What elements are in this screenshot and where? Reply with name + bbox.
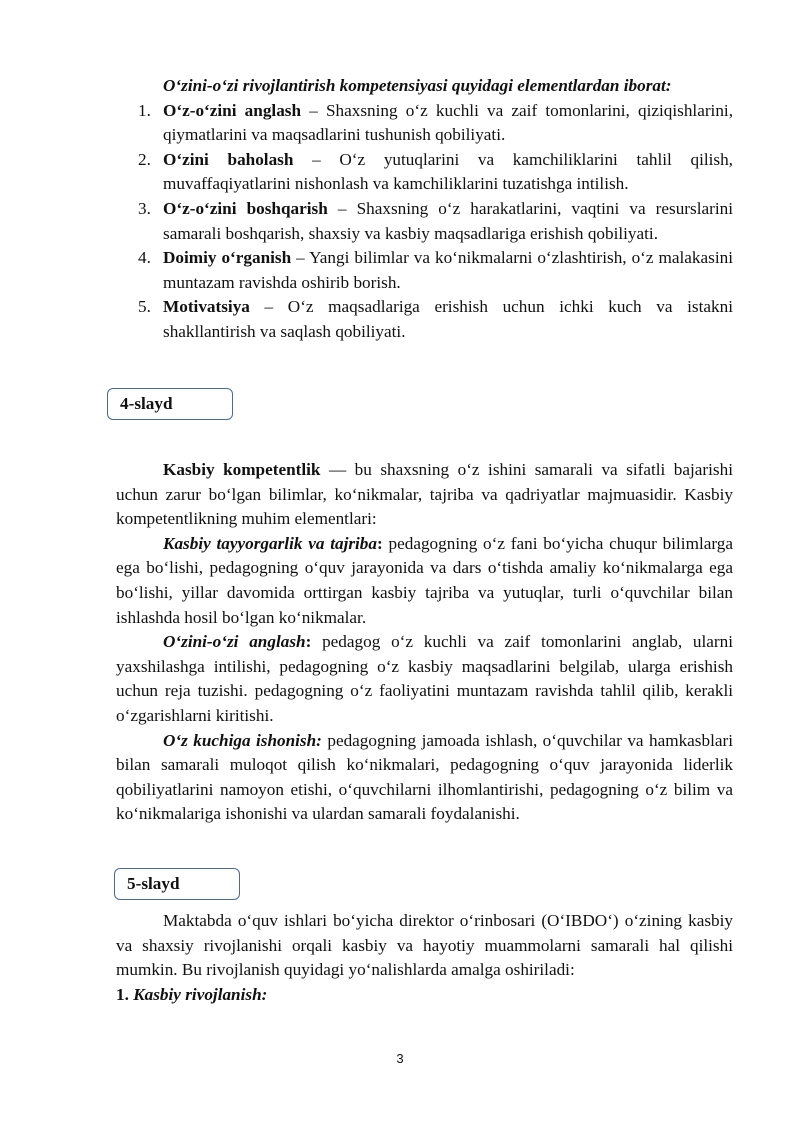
slide5-paragraph: Maktabda o‘quv ishlari bo‘yicha direktor o‘rinbosari (O‘IBDO‘) o‘zining kasbiy va shaxsiy rivojlanishi orqali kasbiy va hayotiy muammolarni samarali hal qilishi mumkin. Bu rivojlanish quyidagi yo‘nalishlarda amalga oshiriladi: (116, 911, 733, 980)
list-item (116, 99, 733, 148)
list-item (116, 197, 733, 246)
competence-term: Kasbiy tayyorgarlik va tajriba (163, 533, 377, 553)
list-term: Doimiy o‘rganish (163, 248, 292, 268)
list-number: 1. (138, 100, 151, 120)
competence-text: pedagogning o‘z fani bo‘yicha chuqur bilimlarga ega bo‘lishi, pedagogning o‘quv jarayonida va dars o‘tishda amaliy ko‘nikmalarga ega bo‘lishi, yillar davomida orttirgan kasbiy tajriba va yutuqlar, turli o‘quvchilar bilan ishlashda hosil bo‘lgan ko‘nikmalar. (116, 533, 733, 627)
list-term: O‘zini baholash (163, 149, 294, 169)
list-number: 2. (138, 149, 151, 169)
slide4-content (116, 458, 733, 827)
slide5-content (116, 909, 733, 1007)
list-item (116, 295, 733, 344)
competence-paragraph (116, 729, 733, 827)
competence-paragraph: Kasbiy tayyorgarlik va tajriba: pedagogning o‘z fani bo‘yicha chuqur bilimlarga ega bo‘lishi, pedagogning o‘quv jarayonida va dars o‘tishda amaliy ko‘nikmalarga ega bo‘lishi, yillar davomida orttirgan kasbiy tajriba va yutuqlar, turli o‘quvchilar bilan ishlashda hosil bo‘lgan ko‘nikmalar. (116, 533, 733, 627)
list-number: 5. (138, 297, 151, 317)
subsection-title: Kasbiy rivojlanish: (133, 984, 268, 1004)
slide-label-4: 4-slayd (107, 388, 233, 420)
competence-term: O‘z kuchiga ishonish: (163, 730, 322, 750)
list-number: 4. (138, 248, 151, 268)
intro-term: Kasbiy kompetentlik (163, 460, 321, 479)
page-number: 3 (396, 1051, 404, 1066)
intro-paragraph (116, 458, 733, 532)
list-term: O‘z-o‘zini boshqarish (163, 198, 328, 218)
list-description: – Shaxsning o‘z harakatlarini, vaqtini va resurslarini samarali boshqarish, shaxsiy va kasbiy maqsadlariga erishish qobiliyati. (163, 198, 733, 243)
competence-text: pedagog o‘z kuchli va zaif tomonlarini anglab, ularni yaxshilashga intilishi, pedagogning o‘z kasbiy maqsadlarini belgilab, ularga erishish uchun reja tuzishi. pedagogning o‘z faoliyatini muntazam ravishda tahlil qilib, kerakli o‘zgarishlarni kiritishi. (116, 632, 733, 725)
slide-label-5: 5-slayd (114, 868, 240, 900)
competence-term: O‘zini-o‘zi anglash (163, 632, 306, 652)
list-term: Motivatsiya (163, 297, 250, 317)
list-number: 3. (138, 198, 151, 218)
list-description: – Shaxsning o‘z kuchli va zaif tomonlarini, qiziqishlarini, qiymatlarini va maqsadlarini tushunish qobiliyati. (163, 100, 733, 145)
list-description: – O‘z maqsadlariga erishish uchun ichki kuch va istakni shakllantirish va saqlash qobiliyati. (163, 297, 733, 341)
competence-paragraph: O‘zini-o‘zi anglash: pedagog o‘z kuchli va zaif tomonlarini anglab, ularni yaxshilashga intilishi, pedagogning o‘z kasbiy maqsadlarini belgilab, ularga erishish uchun reja tuzishi. pedagogning o‘z faoliyatini muntazam ravishda tahlil qilib, kerakli o‘zgarishlarni kiritishi. (116, 632, 733, 725)
elements-list (116, 99, 733, 345)
list-description: – O‘z yutuqlarini va kamchiliklarini tahlil qilish, muvaffaqiyatlarini nishonlash va kamchiliklarini tuzatishga intilish. (163, 149, 733, 194)
list-item (116, 246, 733, 295)
subsection-number: 1. (116, 984, 129, 1004)
list-term: O‘z-o‘zini anglash (163, 100, 302, 120)
intro-text: — bu shaxsning o‘z ishini samarali va sifatli bajarishi uchun zarur bo‘lgan bilimlar, ko‘nikmalar, tajriba va qadriyatlar majmuasidir. Kasbiy kompetentlikning muhim elementlari: (116, 460, 733, 529)
list-item (116, 148, 733, 197)
subsection-heading (116, 983, 733, 1008)
competence-text: pedagogning jamoada ishlash, o‘quvchilar va hamkasblari bilan samarali muloqot qilish ko‘nikmalari, pedagogning o‘quv jarayonida liderlik qobiliyatlarini namoyon etishi, o‘quvchilarni ilhomlantirishi, pedagogning o‘z bilim va ko‘nikmalariga ishonishi va ulardan samarali foydalanishi. (116, 730, 733, 824)
section-heading: O‘zini-o‘zi rivojlantirish kompetensiyasi quyidagi elementlardan iborat: (163, 76, 672, 95)
list-description: – Yangi bilimlar va ko‘nikmalarni o‘zlashtirish, o‘z malakasini muntazam ravishda oshirib borish. (163, 248, 733, 292)
